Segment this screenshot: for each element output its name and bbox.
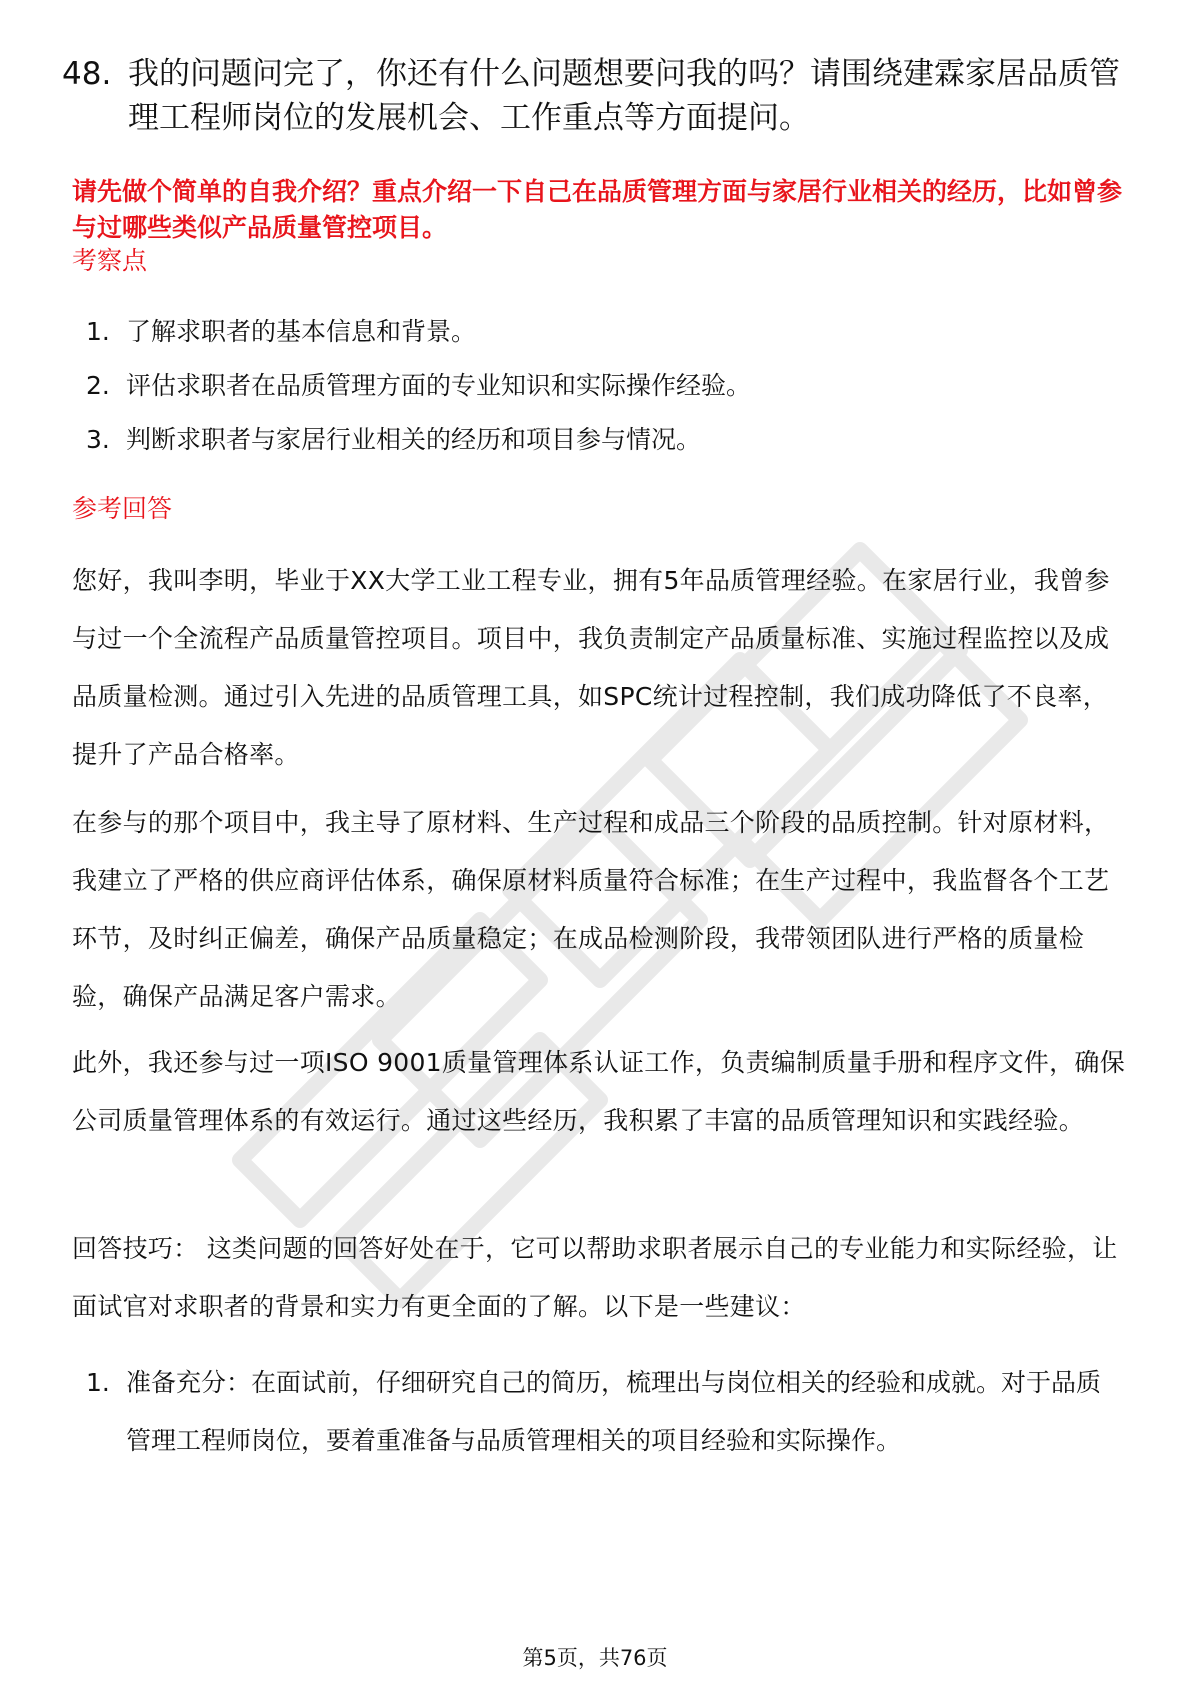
list-item [72,368,1122,404]
list-item-number: 1. [86,1368,110,1397]
list-item-text: 了解求职者的基本信息和背景。 [126,317,477,346]
list-item-number: 3. [86,425,110,454]
list-item-text: 判断求职者与家居行业相关的经历和项目参与情况。 [126,425,702,454]
list-item-number: 1. [86,317,110,346]
list-item-text: 准备充分：在面试前，仔细研究自己的简历，梳理出与岗位相关的经验和成就。对于品质管理工程师岗位，要着重准备与品质管理相关的项目经验和实际操作。 [126,1368,1102,1455]
question-title [62,52,1122,140]
page-footer: 第5页，共76页 [522,1646,668,1670]
list-item [72,314,1122,350]
question-number: 48. [62,56,112,92]
answer-paragraph-1: 您好，我叫李明，毕业于XX大学工业工程专业，拥有5年品质管理经验。在家居行业，我曾参与过一个全流程产品质量管控项目。项目中，我负责制定产品质量标准、实施过程监控以及成品质量检测。通过引入先进的品质管理工具，如SPC统计过程控制，我们成功降低了不良率，提升了产品合格率。 [72,566,1110,769]
assessment-list [72,314,1122,458]
tips-list [72,1354,1122,1470]
answer-heading: 参考回答 [72,494,173,523]
answer-paragraph-2: 在参与的那个项目中，我主导了原材料、生产过程和成品三个阶段的品质控制。针对原材料，我建立了严格的供应商评估体系，确保原材料质量符合标准；在生产过程中，我监督各个工艺环节，及时纠正偏差，确保产品质量稳定；在成品检测阶段，我带领团队进行严格的质量检验，确保产品满足客户需求。 [72,808,1110,1011]
question-text: 我的问题问完了，你还有什么问题想要问我的吗？请围绕建霖家居品质管理工程师岗位的发展机会、工作重点等方面提问。 [128,56,1120,136]
answer-paragraph-3: 此外，我还参与过一项ISO 9001质量管理体系认证工作，负责编制质量手册和程序文件，确保公司质量管理体系的有效运行。通过这些经历，我积累了丰富的品质管理知识和实践经验。 [72,1048,1125,1135]
list-item [72,422,1122,458]
tips-paragraph: 回答技巧： 这类问题的回答好处在于，它可以帮助求职者展示自己的专业能力和实际经验，让面试官对求职者的背景和实力有更全面的了解。以下是一些建议： [72,1234,1118,1321]
list-item-text: 评估求职者在品质管理方面的专业知识和实际操作经验。 [126,371,752,400]
assessment-heading: 考察点 [72,246,148,275]
interview-question: 请先做个简单的自我介绍？重点介绍一下自己在品质管理方面与家居行业相关的经历，比如曾参与过哪些类似产品质量管控项目。 [72,177,1123,242]
list-item-number: 2. [86,371,110,400]
list-item [72,1354,1122,1470]
